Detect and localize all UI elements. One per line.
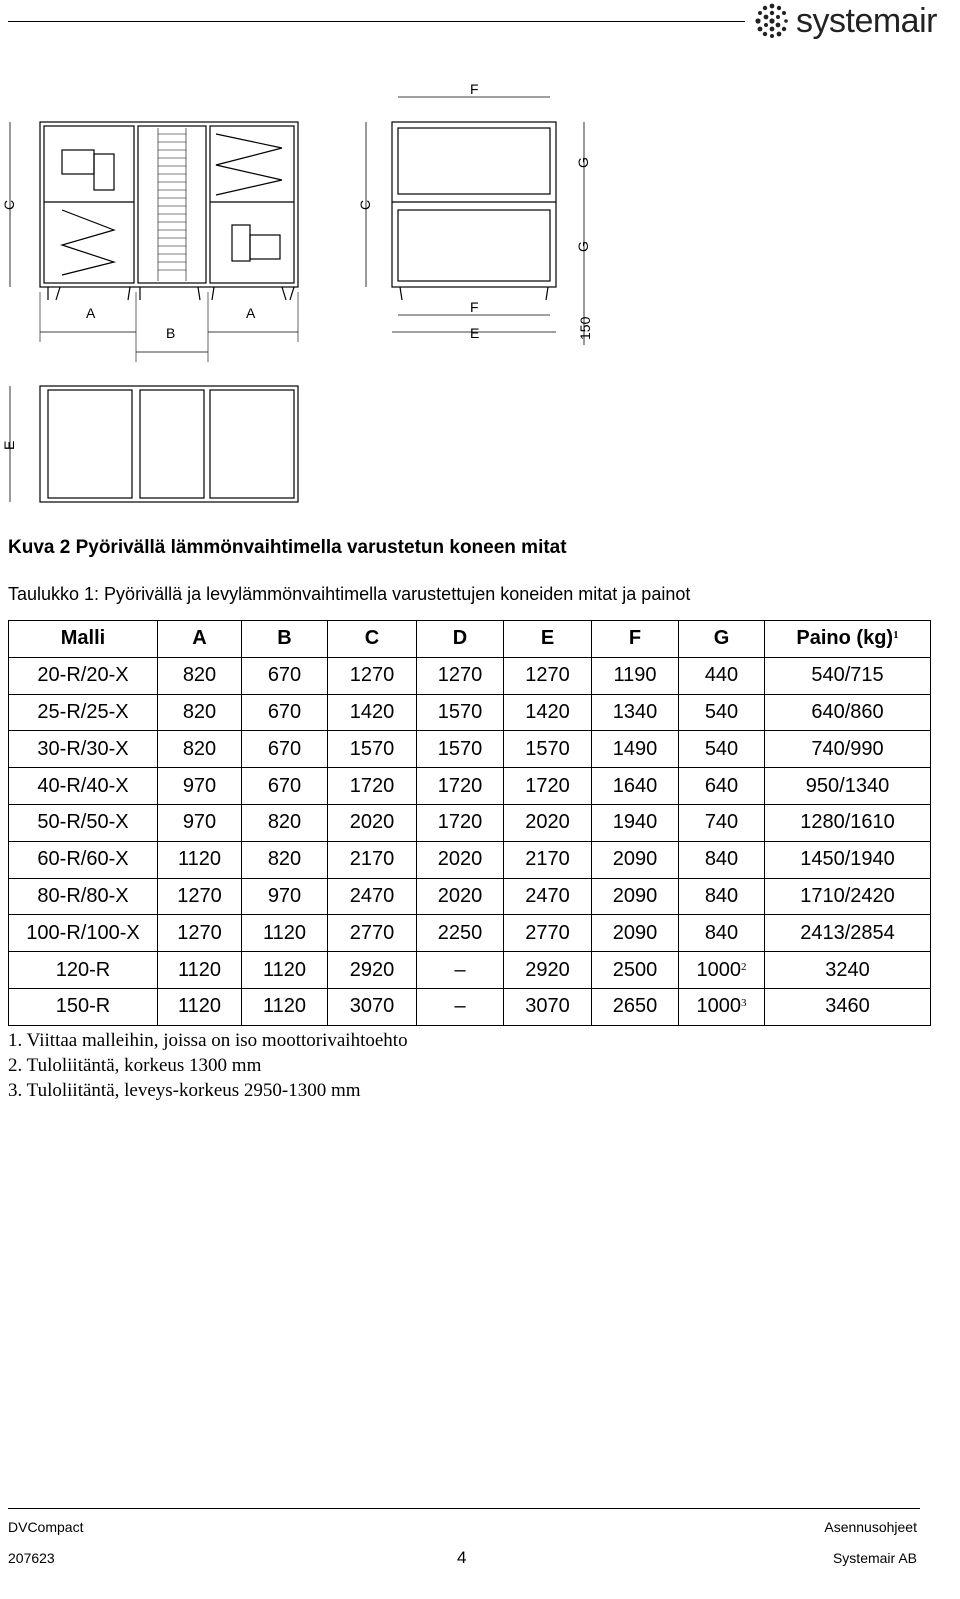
table-cell [158, 768, 242, 805]
header-cell: C [328, 621, 417, 658]
table-cell [328, 768, 417, 805]
cell-value: 2470 [349, 884, 395, 907]
header-cell: Malli [9, 621, 158, 658]
table-cell [504, 915, 592, 952]
table-cell [679, 657, 765, 694]
dim-label-g-upper: G [575, 157, 591, 168]
table-cell [679, 988, 765, 1025]
table-cell [158, 878, 242, 915]
cell-value: 1420 [349, 700, 395, 723]
table-cell [417, 878, 504, 915]
table-cell [417, 841, 504, 878]
cell-value: 840 [704, 884, 739, 907]
cell-value: 2250 [437, 921, 483, 944]
cell-value: 1570 [525, 737, 570, 760]
cell-value: 1270 [349, 664, 395, 687]
footnote-ref: 1 [893, 629, 899, 642]
table-row [9, 694, 931, 731]
cell-value: 740/990 [811, 737, 884, 760]
table-cell [504, 878, 592, 915]
cell-value: 670 [267, 737, 302, 760]
table-cell [328, 988, 417, 1025]
table-cell [158, 915, 242, 952]
cell-value: 50-R/50-X [37, 811, 129, 834]
table-row [9, 841, 931, 878]
table-row [9, 804, 931, 841]
dimension-drawing [0, 70, 960, 520]
table-cell [504, 804, 592, 841]
table-cell [765, 768, 931, 805]
table-header-row [9, 621, 931, 658]
table-cell [417, 804, 504, 841]
cell-value: 820 [182, 737, 217, 760]
table-cell [158, 694, 242, 731]
cell-value: 540 [704, 737, 739, 760]
footer-rule [8, 1508, 920, 1509]
cell-value: 30-R/30-X [37, 737, 129, 760]
table-cell [765, 804, 931, 841]
table-cell [328, 694, 417, 731]
table-cell [504, 768, 592, 805]
cell-value: 950/1340 [805, 774, 890, 797]
table-row [9, 657, 931, 694]
cell-value: 2090 [612, 921, 658, 944]
table-cell [679, 804, 765, 841]
table-cell [504, 841, 592, 878]
header-cell-weight [765, 621, 931, 658]
cell-value: 1120 [177, 995, 221, 1018]
cell-value: 2090 [612, 884, 658, 907]
table-caption: Taulukko 1: Pyörivällä ja levylämmönvaihtimella varustettujen koneiden mitat ja painot [8, 584, 691, 604]
cell-value: 1280/1610 [800, 811, 895, 834]
drawing-labels [1, 81, 593, 450]
table-cell [158, 988, 242, 1025]
cell-value: 1570 [349, 737, 395, 760]
cell-value: 670 [267, 774, 302, 797]
table-cell [9, 841, 158, 878]
table-cell [592, 915, 679, 952]
footnote: 1. Viittaa malleihin, joissa on iso moottorivaihtoehto [8, 1030, 408, 1051]
table-cell [765, 988, 931, 1025]
cell-value: 1450/1940 [800, 848, 895, 871]
table-cell [417, 657, 504, 694]
table-cell [9, 694, 158, 731]
table-cell [9, 988, 158, 1025]
cell-value: 1270 [177, 884, 222, 907]
footnote: 3. Tuloliitäntä, leveys-korkeus 2950-1300 mm [8, 1080, 361, 1101]
table-cell [328, 657, 417, 694]
cell-value: 1120 [262, 921, 306, 944]
table-cell [328, 804, 417, 841]
table-cell [9, 657, 158, 694]
table-cell [765, 952, 931, 989]
footnote-ref: 3 [741, 997, 747, 1010]
table-cell [504, 731, 592, 768]
cell-value: 1120 [262, 958, 306, 981]
table-cell [417, 694, 504, 731]
dim-label-a-right: A [246, 305, 256, 321]
table-cell [158, 952, 242, 989]
header-cell: E [504, 621, 592, 658]
cell-value: 2920 [349, 958, 395, 981]
table-cell [679, 841, 765, 878]
table-cell [592, 841, 679, 878]
table-row [9, 988, 931, 1025]
cell-value: 1190 [613, 664, 657, 687]
table-cell [679, 952, 765, 989]
table-cell [765, 694, 931, 731]
cell-value: 970 [267, 884, 302, 907]
table-cell [592, 694, 679, 731]
table-row [9, 952, 931, 989]
figure-caption: Kuva 2 Pyörivällä lämmönvaihtimella varustetun koneen mitat [8, 537, 567, 558]
table-cell [592, 804, 679, 841]
table-cell [242, 841, 328, 878]
systemair-logo-icon [752, 2, 792, 40]
cell-value: 820 [267, 811, 302, 834]
dimensions-table [8, 620, 931, 1026]
cell-value: 2500 [612, 958, 658, 981]
table-cell [9, 952, 158, 989]
cell-value: 1120 [177, 848, 221, 871]
cell-value: 1270 [437, 664, 483, 687]
cell-value: 640 [704, 774, 739, 797]
dim-label-c-front: C [1, 199, 17, 210]
table-cell [592, 768, 679, 805]
table-body [9, 657, 931, 1025]
header-rule [8, 21, 745, 22]
cell-value: 1720 [437, 811, 483, 834]
table-cell [417, 915, 504, 952]
table-cell [242, 694, 328, 731]
table-cell [417, 988, 504, 1025]
table-cell [679, 768, 765, 805]
cell-value: 1120 [262, 995, 306, 1018]
cell-value: 2920 [525, 958, 570, 981]
table-cell [504, 657, 592, 694]
cell-value: 25-R/25-X [37, 700, 129, 723]
front-view [10, 122, 298, 362]
cell-value: 2770 [349, 921, 395, 944]
cell-value: 2470 [525, 884, 570, 907]
table-cell [504, 694, 592, 731]
cell-value: 820 [182, 664, 217, 687]
cell-value: 2090 [612, 848, 658, 871]
table-cell [679, 731, 765, 768]
table-cell [765, 731, 931, 768]
cell-value: 100-R/100-X [26, 921, 140, 944]
table-row [9, 878, 931, 915]
table-cell [9, 768, 158, 805]
table-cell [9, 878, 158, 915]
table-cell [417, 731, 504, 768]
cell-value: 840 [704, 921, 739, 944]
dim-label-e-top: E [1, 440, 17, 450]
header-cell: A [158, 621, 242, 658]
page-number: 4 [457, 1548, 467, 1567]
table-cell [328, 878, 417, 915]
table-cell [242, 731, 328, 768]
cell-value: 1720 [525, 774, 570, 797]
cell-value: 3070 [525, 995, 570, 1018]
weight-header-label: Paino (kg) [796, 627, 894, 650]
table-cell [9, 804, 158, 841]
cell-value: 3240 [825, 958, 870, 981]
cell-value: 1000 [696, 995, 741, 1018]
cell-value: 1570 [437, 700, 483, 723]
dim-label-e-side: E [470, 325, 480, 341]
table-cell [158, 731, 242, 768]
table-cell [242, 915, 328, 952]
footer-company: Systemair AB [832, 1550, 917, 1566]
cell-value: 2650 [612, 995, 658, 1018]
cell-value: 1120 [177, 958, 221, 981]
table-cell [592, 952, 679, 989]
table-cell [765, 841, 931, 878]
table-cell [328, 952, 417, 989]
table-row [9, 915, 931, 952]
cell-value: 440 [704, 664, 739, 687]
cell-value: 840 [704, 848, 739, 871]
cell-value: 1000 [696, 958, 741, 981]
table-cell [242, 768, 328, 805]
cell-value: 2020 [349, 811, 395, 834]
table-cell [592, 988, 679, 1025]
header-cell: G [679, 621, 765, 658]
table-cell [504, 988, 592, 1025]
cell-value: – [454, 958, 466, 981]
cell-value: 1720 [349, 774, 395, 797]
cell-value: 40-R/40-X [37, 774, 129, 797]
cell-value: 670 [267, 700, 302, 723]
cell-value: 970 [182, 811, 217, 834]
cell-value: 2020 [437, 848, 483, 871]
table-cell [592, 878, 679, 915]
cell-value: 2170 [349, 848, 395, 871]
cell-value: 820 [182, 700, 217, 723]
exchanger-lines [158, 134, 186, 270]
cell-value: 2770 [525, 921, 570, 944]
table-row [9, 731, 931, 768]
table-cell [765, 915, 931, 952]
table-cell [158, 804, 242, 841]
table-cell [417, 768, 504, 805]
cell-value: 1640 [612, 774, 658, 797]
footnote: 2. Tuloliitäntä, korkeus 1300 mm [8, 1055, 262, 1076]
dim-label-150: 150 [577, 316, 593, 340]
table-cell [679, 915, 765, 952]
cell-value: 540/715 [811, 664, 884, 687]
table-cell [504, 952, 592, 989]
table-cell [765, 878, 931, 915]
dim-label-g-lower: G [575, 241, 591, 252]
dim-label-b: B [166, 325, 176, 341]
table-cell [242, 988, 328, 1025]
cell-value: 80-R/80-X [37, 884, 129, 907]
table-cell [242, 952, 328, 989]
cell-value: 640/860 [811, 700, 884, 723]
table-cell [242, 657, 328, 694]
cell-value: 3460 [825, 995, 870, 1018]
cell-value: 740 [704, 811, 739, 834]
footer-doc-type: Asennusohjeet [824, 1519, 917, 1535]
cell-value: 120-R [55, 958, 111, 981]
cell-value: 1710/2420 [800, 884, 895, 907]
table-cell [242, 804, 328, 841]
cell-value: 820 [267, 848, 302, 871]
cell-value: 1720 [437, 774, 483, 797]
footer-doc-number: 207623 [8, 1550, 55, 1566]
table-cell [9, 915, 158, 952]
brand-name: systemair [796, 2, 937, 40]
table-cell [328, 841, 417, 878]
cell-value: 540 [704, 700, 739, 723]
table-cell [765, 657, 931, 694]
cell-value: 1940 [612, 811, 658, 834]
table-row [9, 768, 931, 805]
cell-value: 60-R/60-X [37, 848, 129, 871]
table-cell [417, 952, 504, 989]
cell-value: 1270 [177, 921, 222, 944]
dim-label-c-side: C [357, 199, 373, 210]
table-cell [679, 878, 765, 915]
cell-value: 2413/2854 [800, 921, 895, 944]
cell-value: 1270 [525, 664, 570, 687]
cell-value: 2170 [525, 848, 570, 871]
cell-value: 970 [182, 774, 217, 797]
top-view [10, 386, 298, 502]
dim-label-f-bottom: F [470, 299, 479, 315]
table-cell [242, 878, 328, 915]
table-cell [328, 915, 417, 952]
header-cell: F [592, 621, 679, 658]
dim-label-a-left: A [86, 305, 96, 321]
cell-value: 1340 [612, 700, 658, 723]
cell-value: 1570 [437, 737, 483, 760]
cell-value: 670 [267, 664, 302, 687]
table-cell [158, 841, 242, 878]
table-cell [328, 731, 417, 768]
cell-value: 20-R/20-X [37, 664, 129, 687]
table-cell [592, 731, 679, 768]
cell-value: 1420 [525, 700, 570, 723]
table-cell [592, 657, 679, 694]
dim-label-f-top: F [470, 81, 479, 97]
cell-value: 2020 [525, 811, 570, 834]
header-cell: D [417, 621, 504, 658]
footnote-ref: 2 [741, 960, 747, 973]
cell-value: 2020 [437, 884, 483, 907]
header-cell: B [242, 621, 328, 658]
cell-value: – [454, 995, 466, 1018]
systemair-logo [752, 2, 937, 40]
table-cell [9, 731, 158, 768]
table-cell [158, 657, 242, 694]
footnotes [8, 1028, 408, 1103]
cell-value: 1490 [612, 737, 658, 760]
table-cell [679, 694, 765, 731]
cell-value: 3070 [349, 995, 395, 1018]
cell-value: 150-R [55, 995, 111, 1018]
footer-product: DVCompact [8, 1519, 84, 1535]
